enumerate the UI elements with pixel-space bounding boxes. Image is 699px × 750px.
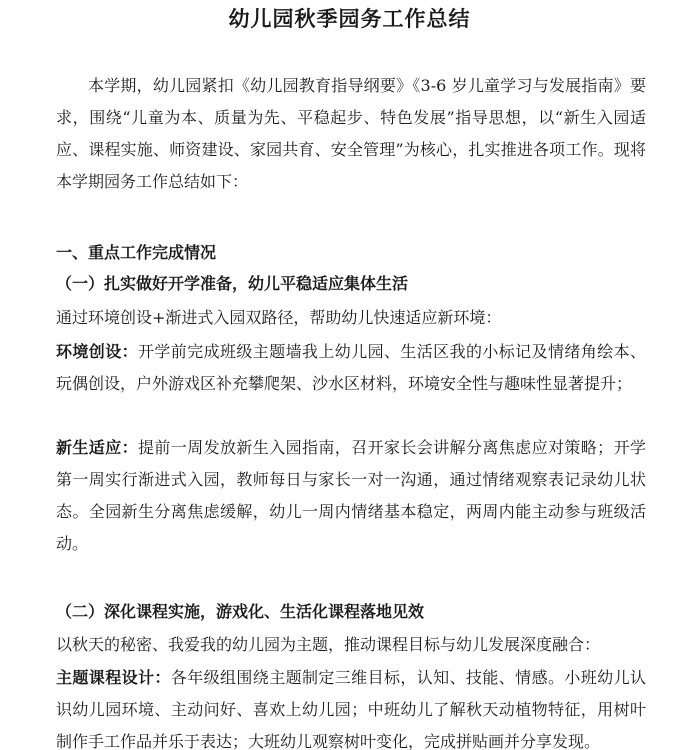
subsection-summary: 通过环境创设+渐进式入园双路径，帮助幼儿快速适应新环境： — [56, 308, 502, 327]
curriculum-paragraph — [56, 662, 646, 750]
document-title: 幼儿园秋季园务工作总结 — [228, 6, 471, 31]
paragraph-text: 提前一周发放新生入园指南，召开家长会讲解分离焦虑应对策略；开学第一周实行渐进式入园，教师每日与家长一对一沟通，通过情绪观察表记录幼儿状态。全园新生分离焦虑缓解，幼儿一周内情绪基本稳定，两周内能主动参与班级活动。 — [56, 438, 646, 553]
subsection-summary: 以秋天的秘密、我爱我的幼儿园为主题，推动课程目标与幼儿发展深度融合： — [56, 635, 601, 654]
environment-paragraph — [56, 336, 646, 400]
paragraph-lead: 环境创设： — [56, 342, 138, 361]
paragraph-text: 开学前完成班级主题墙我上幼儿园、生活区我的小标记及情绪角绘本、玩偶创设，户外游戏区补充攀爬架、沙水区材料，环境安全性与趣味性显著提升； — [56, 342, 646, 393]
section-heading: 一、重点工作完成情况 — [56, 243, 217, 262]
paragraph-lead: 新生适应： — [56, 438, 138, 457]
paragraph-text: 各年级组围绕主题制定三维目标，认知、技能、情感。小班幼儿认识幼儿园环境、主动问好、喜欢上幼儿园；中班幼儿了解秋天动植物特征，用树叶制作手工作品并乐于表达；大班幼儿观察树叶变化，完成拼贴画并分享发现。 — [56, 668, 646, 750]
intro-paragraph: 本学期，幼儿园紧扣《幼儿园教育指导纲要》《3-6 岁儿童学习与发展指南》要求，围绕“儿童为本、质量为先、平稳起步、特色发展”指导思想，以“新生入园适应、课程实施、师资建设、家园共育、安全管理”为核心，扎实推进各项工作。现将本学期园务工作总结如下： — [56, 76, 646, 191]
paragraph-lead: 主题课程设计： — [56, 668, 171, 687]
subsection-heading: （一）扎实做好开学准备，幼儿平稳适应集体生活 — [56, 274, 409, 293]
subsection-heading: （二）深化课程实施，游戏化、生活化课程落地见效 — [56, 602, 425, 621]
adaptation-paragraph — [56, 432, 646, 560]
